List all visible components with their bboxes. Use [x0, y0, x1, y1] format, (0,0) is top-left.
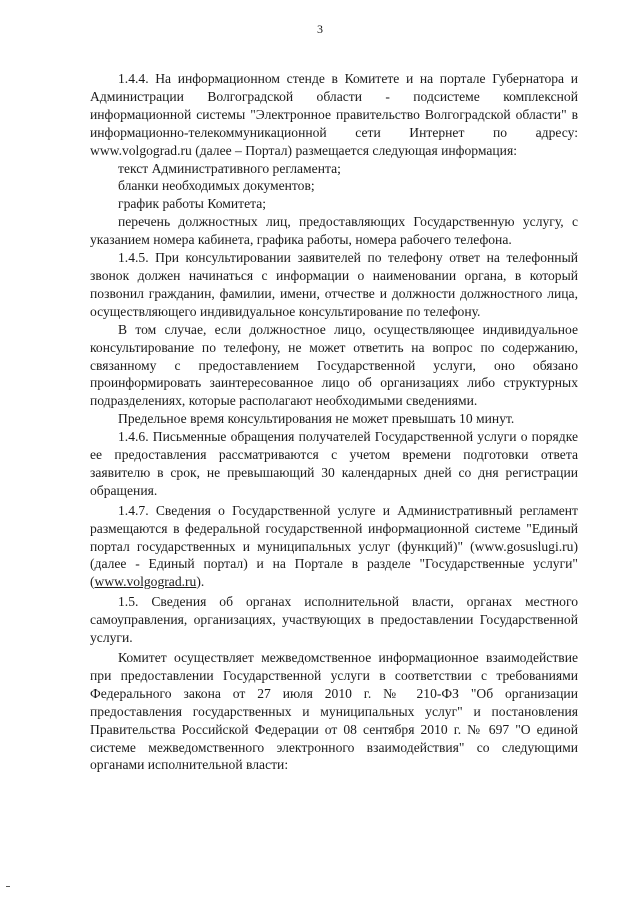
paragraph-1-4-7-text: 1.4.7. Сведения о Государственной услуге и Административный регламент размещаются в федеральной государственной информационной системе "Единый портал государственных и муниципальных услуг (функций)" (www.gosuslugi.ru) (далее - Единый портал) и на Портале в разделе "Государственные услуги" (	[90, 502, 578, 590]
paragraph-1-4-7-tail: ).	[196, 574, 205, 590]
scan-artifact	[6, 886, 10, 887]
volgograd-portal-link[interactable]: www.volgograd.ru	[94, 574, 197, 590]
paragraph-1-4-5: 1.4.5. При консультировании заявителей по телефону ответ на телефонный звонок должен начинаться с информации о наименовании органа, в который позвонил гражданин, фамилии, имени, отчестве и должности должностного лица, осуществляющего индивидуальное консультирование по телефону.	[90, 250, 578, 319]
paragraph-1-5: 1.5. Сведения об органах исполнительной власти, органах местного самоуправления, организациях, участвующих в предоставлении Государственной услуги.	[90, 594, 578, 646]
paragraph-1-4-4: 1.4.4. На информационном стенде в Комитете и на портале Губернатора и Администрации Волгоградской области - подсистеме комплексной информационной системы "Электронное правительство Волгоградской области" в информационно-телекоммуникационной сети Интернет по адресу: www.volgograd.ru (далее – Портал) размещается следующая информация:	[90, 71, 578, 158]
page-number: 3	[317, 22, 323, 36]
paragraph-1-4-6: 1.4.6. Письменные обращения получателей Государственной услуги о порядке ее предоставления рассматриваются с учетом времени подготовки ответа заявителю в срок, не превышающий 30 календарных дней со дня регистрации обращения.	[90, 429, 578, 498]
paragraph-interaction: Комитет осуществляет межведомственное информационное взаимодействие при предоставлении Государственной услуги в соответствии с требованиями Федерального закона от 27 июля 2010 г. № 210-ФЗ "Об организации предоставления государственных и муниципальных услуг" и постановления Правительства Российской Федерации от 08 сентября 2010 г. № 697 "О единой системе межведомственного электронного взаимодействия" со следующими органами исполнительной власти:	[90, 650, 578, 773]
list-item-work-schedule: график работы Комитета;	[118, 196, 267, 212]
paragraph-1-4-7	[90, 502, 578, 592]
document-body	[90, 70, 578, 774]
paragraph-consulting-case: В том случае, если должностное лицо, осуществляющее индивидуальное консультирование по телефону, не может ответить на вопрос по содержанию, связанному с предоставлением Государственной услуги, оно обязано проинформировать заинтересованное лицо об организациях либо структурных подразделениях, которые располагают необходимыми сведениями.	[90, 321, 578, 409]
paragraph-consulting-time: Предельное время консультирования не может превышать 10 минут.	[118, 411, 515, 427]
list-item-regulation-text: текст Административного регламента;	[118, 160, 341, 176]
list-item-document-forms: бланки необходимых документов;	[118, 178, 315, 194]
list-item-officials-list: перечень должностных лиц, предоставляющих Государственную услугу, с указанием номера кабинета, графика работы, номера рабочего телефона.	[90, 214, 578, 248]
